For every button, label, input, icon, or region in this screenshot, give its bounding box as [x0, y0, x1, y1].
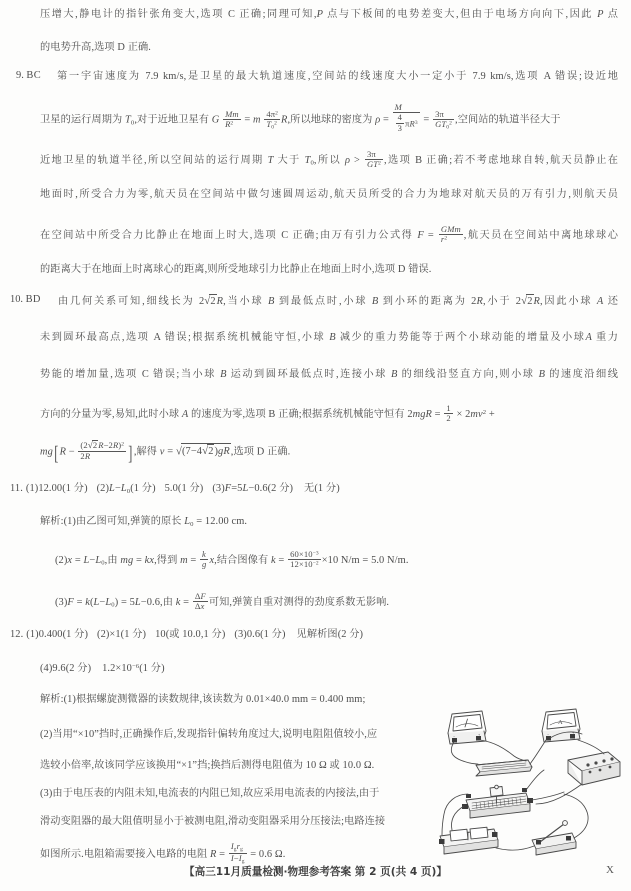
switch-icon — [532, 821, 576, 855]
item-11-analysis-line-3: $(3)F = k(L-L_0) = 5L-0.6$,由 k = $\frac{\Delta F}{\Delta x}$ 可知,弹簧自重对测得的劲度系数无影响. — [55, 591, 390, 612]
svg-text:A: A — [558, 719, 563, 726]
item-12-analysis-line-6: 如图所示.电阻箱需要接入电路的电阻 R = $\frac{I_gr_g}{I-I_g}$ = 0.6 Ω. — [40, 841, 286, 865]
item-12-analysis-line-2: (2)当用“×10”挡时,正确操作后,发现指针偏转角度过大,说明电阻阻值较小,应 — [40, 729, 378, 740]
item-11-answer-line: 11. (1)12.00(1 分) $(2)L-L_0(1$ 分) 5.0(1 分) (3)F=5L−0.6(2 分) 无(1 分) — [10, 483, 340, 495]
item-9-line-3: 近地卫星的轨道半径,所以空间站的运行周期 T 大于 $T_0$,所以 ρ > $\frac{3\pi}{GT^2}$ ,选项 B 正确;若不考虑地球自转,航天员静止在 — [40, 149, 619, 170]
svg-text:+: + — [487, 827, 490, 832]
circuit-diagram-figure — [432, 700, 628, 866]
item-9-number: 9. BC — [16, 70, 42, 81]
corner-mark: X — [606, 864, 614, 876]
item-9-line-5: 在空间站中所受合力比静止在地面上时大,选项 C 正确;由万有引力公式得 F = $\frac{\text{GMm}}{r^2}$ ,航天员在空间站中离地球球心 — [40, 224, 618, 245]
resistor-under-test-icon — [476, 760, 532, 776]
item-12-analysis-line-1: 解析:(1)根据螺旋测微器的读数规律,该读数为 0.01×40.0 mm = 0.400 mm; — [40, 694, 366, 705]
item-9-line-1: 第一宇宙速度为 7.9 km/s,是卫星的最大轨道速度,空间站的线速度大小一定小于 7.9 km/s,选项 A 错误;设近地 — [57, 71, 618, 82]
item-10-line-1: 由几何关系可知,细线长为 2√2R,当小球 B 到最低点时,小球 B 到小环的距离为 2R,小于 2√2R,因此小球 A 还 — [58, 295, 619, 307]
item-9-line-4: 地面时,所受合力为零,航天员在空间站中做匀速圆周运动,航天员所受的合力为地球对航天员的万有引力,则航天员 — [40, 189, 618, 200]
resistance-box-icon — [568, 752, 620, 785]
circuit-diagram-svg — [432, 700, 628, 866]
battery-icon — [439, 827, 498, 854]
svg-text:+: + — [478, 732, 481, 737]
item-12-answer-line-1: 12. (1)0.400(1 分) (2)×1(1 分) 10(或 10.0,1 分) (3)0.6(1 分) 见解析图(2 分) — [10, 629, 364, 640]
item-10-line-4: 方向的分量为零,易知,此时小球 A 的速度为零,选项 B 正确;根据系统机械能守恒有 2mgR = $\frac{1}{2}$ × $2mv^2$ + — [40, 403, 495, 424]
page-footer — [0, 864, 631, 879]
ammeter-icon — [542, 709, 580, 742]
item-9-line-6: 的距离大于在地面上时离球心的距离,则所受地球引力比静止在地面上时小,选项 D 错误. — [40, 264, 432, 275]
item-11-analysis-line-2: $(2)x = L-L_0$,由 mg = kx,得到 m = $\frac{k}{g}$ x,结合图像有 k = $\frac{60\times 10^{-3}}{12\times 10^{-2}}$ ×10 N/m = 5.0 N/m. — [55, 549, 409, 570]
item-10-number: 10. BD — [10, 294, 41, 305]
item-12-answer-line-2: (4)9.6(2 分) $1.2\times 10^{-6}(1$ 分) — [40, 662, 165, 674]
item-10-line-3: 势能的增加量,选项 C 错误;当小球 B 运动到圆环最低点时,连接小球 B 的细线沿竖直方向,则小球 B 的速度沿细线 — [40, 369, 618, 380]
svg-text:−: − — [547, 731, 550, 737]
voltmeter-icon — [448, 711, 486, 744]
item-9-line-2: 卫星的运行周期为 $T_0$,对于近地卫星有 G $\frac{Mm}{R^2}$ = m $\frac{4\pi^2}{T_0^2}$ R,所以地球的密度为 ρ = M $\frac{4}{3}$ $\pi R^3$ = $\frac{3\pi}{GT_0^2}$ ,空间站的轨道半径大于 — [40, 102, 561, 133]
item-11-analysis-line-1: 解析:(1)由乙图可知,弹簧的原长 $L_0 = 12.00$ cm. — [40, 516, 248, 528]
item-12-analysis-line-4: (3)由于电压表的内阻未知,电流表的内阻已知,故应采用电流表的内接法,由于 — [40, 788, 380, 799]
item-10-line-5: mg[R − $\frac{(2√2R-2R)^2}{2R}$ ],解得 v = √(7−4√2)gR,选项 D 正确. — [40, 440, 291, 466]
item-12-analysis-line-3: 选较小倍率,故该同学应该换用“×1”挡;换挡后测得电阻值为 10 Ω 或 10.0 Ω. — [40, 760, 375, 771]
svg-text:+: + — [572, 730, 575, 735]
paragraph-carryover-line-2: 的电势升高,选项 D 正确. — [40, 42, 151, 53]
item-10-line-2: 未到圆环最高点,选项 A 错误;根据系统机械能守恒,小球 B 减少的重力势能等于两个小球动能的增量及小球A 重力 — [40, 332, 618, 343]
footer-text: 【高三11月质量检测·物理参考答案 第 2 页(共 4 页)】 — [184, 866, 447, 878]
item-12-analysis-line-5: 滑动变阻器的最大阻值明显小于被测电阻,滑动变阻器采用分压接法;电路连接 — [40, 816, 386, 827]
svg-text:−: − — [453, 733, 456, 739]
rheostat-icon — [462, 785, 533, 818]
paragraph-carryover-line-1: 压增大,静电计的指针张角变大,选项 C 正确;同理可知,P 点与下板间的电势差变大,但由于电场方向向下,因此 P 点 — [40, 9, 619, 20]
